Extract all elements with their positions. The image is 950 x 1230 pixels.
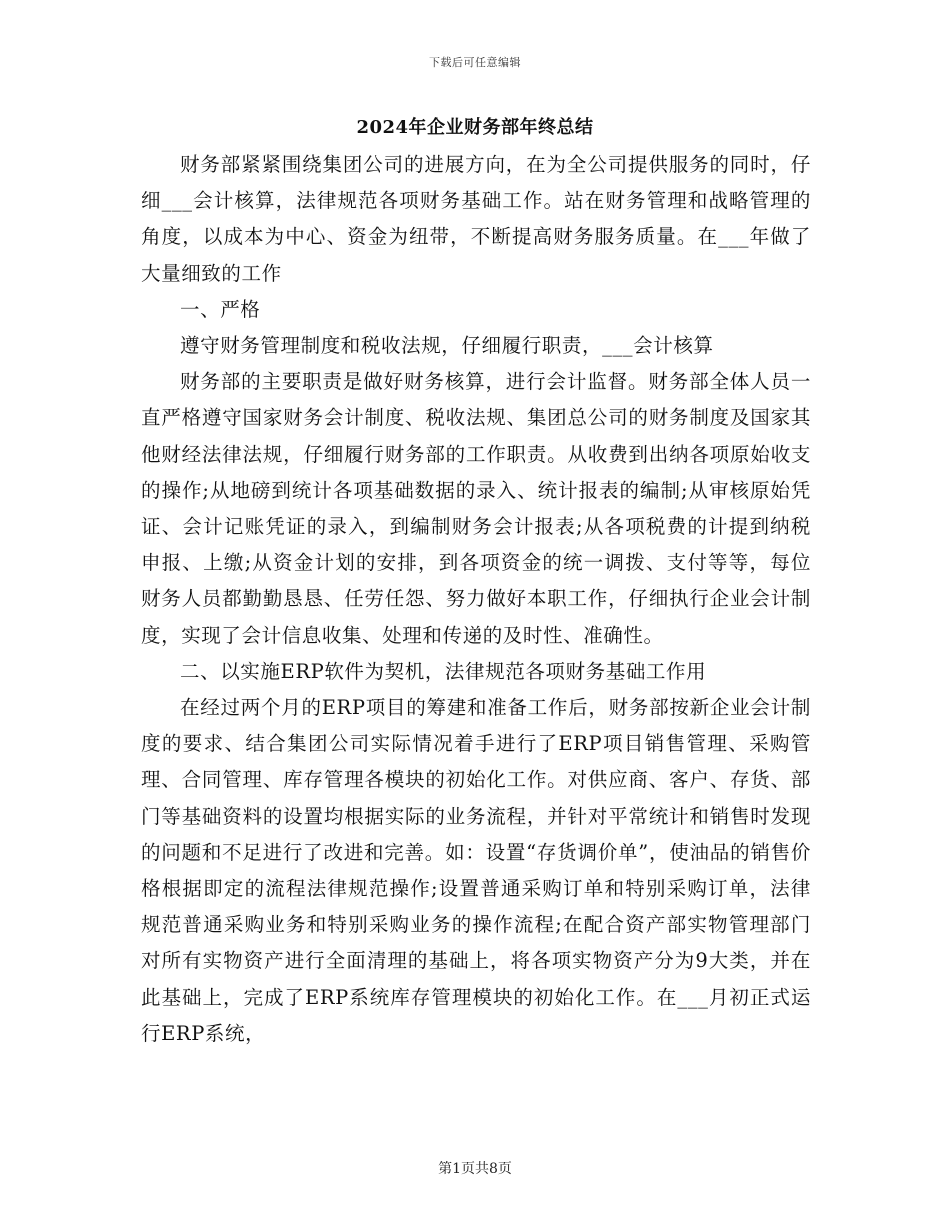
section-heading-1: 一、严格 xyxy=(180,297,261,321)
page-number: 第1页共8页 xyxy=(438,1161,512,1177)
paragraph-subheading-1: 遵守财务管理制度和税收法规，仔细履行职责，___会计核算 xyxy=(180,334,714,358)
document-body xyxy=(141,147,811,1052)
paragraph-section-2: 在经过两个月的ERP项目的筹建和准备工作后，财务部按新企业会计制度的要求、结合集团公司实际情况着手进行了ERP项目销售管理、采购管理、合同管理、库存管理各模块的初始化工作。对供应商、客户、存货、部门等基础资料的设置均根据实际的业务流程，并针对平常统计和销售时发现的问题和不足进行了改进和完善。如：设置“存货调价单”，使油品的销售价格根据即定的流程法律规范操作;设置普通采购订单和特别采购订单，法律规范普通采购业务和特别采购业务的操作流程;在配合资产部实物管理部门对所有实物资产进行全面清理的基础上，将各项实物资产分为9大类，并在此基础上，完成了ERP系统库存管理模块的初始化工作。在___月初正式运行ERP系统， xyxy=(141,696,811,1045)
section-heading-2: 二、以实施ERP软件为契机，法律规范各项财务基础工作用 xyxy=(180,659,707,683)
paragraph-intro: 财务部紧紧围绕集团公司的进展方向，在为全公司提供服务的同时，仔细___会计核算，法律规范各项财务基础工作。站在财务管理和战略管理的角度，以成本为中心、资金为纽带，不断提高财务服务质量。在___年做了大量细致的工作 xyxy=(141,153,811,285)
header-note: 下载后可任意编辑 xyxy=(429,56,521,69)
document-title: 2024年企业财务部年终总结 xyxy=(356,117,594,138)
paragraph-section-1: 财务部的主要职责是做好财务核算，进行会计监督。财务部全体人员一直严格遵守国家财务会计制度、税收法规、集团总公司的财务制度及国家其他财经法律法规，仔细履行财务部的工作职责。从收费到出纳各项原始收支的操作;从地磅到统计各项基础数据的录入、统计报表的编制;从审核原始凭证、会计记账凭证的录入，到编制财务会计报表;从各项税费的计提到纳税申报、上缴;从资金计划的安排，到各项资金的统一调拨、支付等等，每位财务人员都勤勤恳恳、任劳任怨、努力做好本职工作，仔细执行企业会计制度，实现了会计信息收集、处理和传递的及时性、准确性。 xyxy=(141,370,811,647)
